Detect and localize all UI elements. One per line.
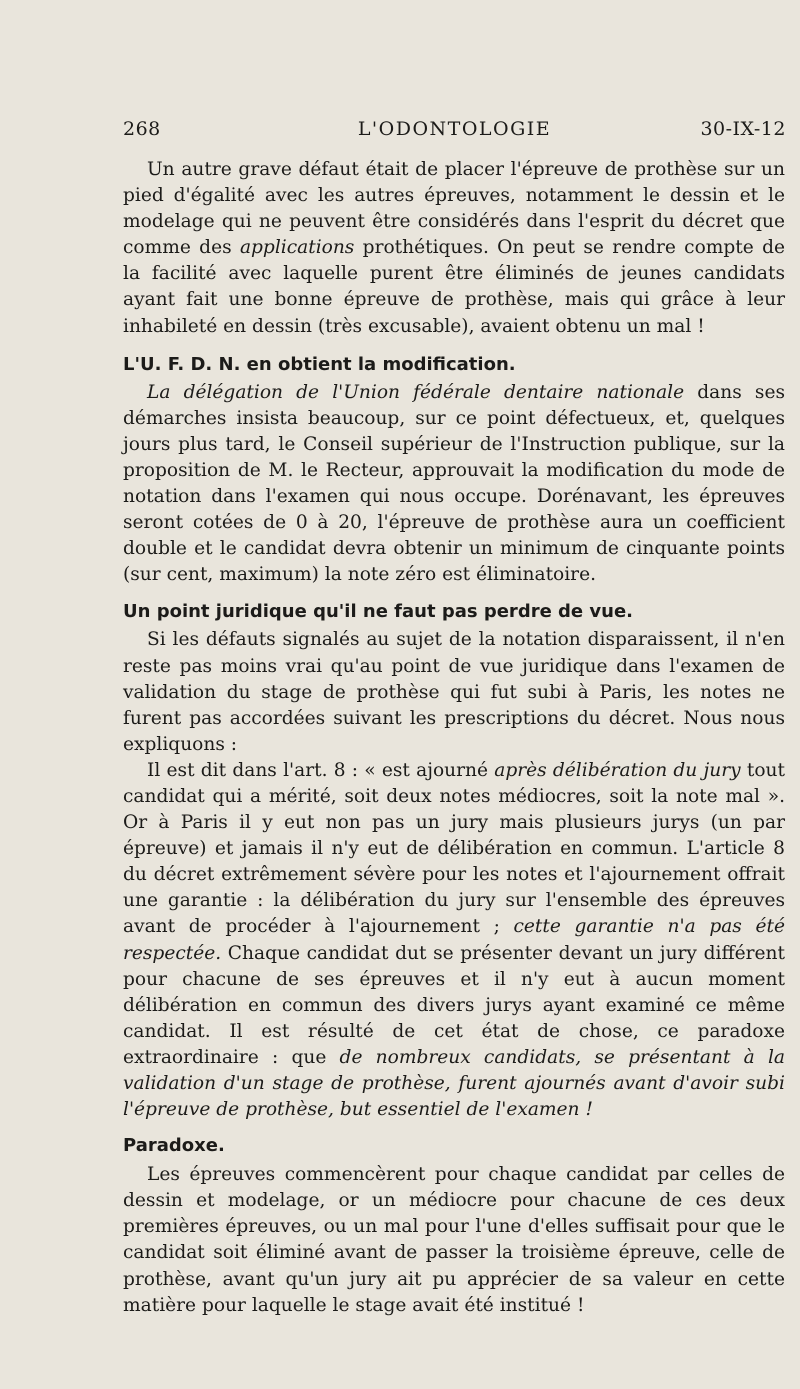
page-number: 268 (123, 118, 161, 140)
paragraph-5: Les épreuves commencèrent pour chaque candidat par celles de dessin et modelage, or un médiocre pour chacune de ces deux premières épreuves, ou un mal pour l'une d'elles suffisait pour que le candidat soit éliminé avant de passer la troisième épreuve, celle de prothèse, avant qu'un jury ait pu apprécier de sa valeur en cette matière pour laquelle le stage avait été institué ! (123, 1164, 785, 1316)
paragraph-4 (123, 758, 785, 1123)
journal-title: L'ODONTOLOGIE (357, 118, 552, 140)
paragraph-4-emphasis-2: cette garantie n'a pas été respectée. (123, 916, 785, 964)
paragraph-3: Si les défauts signalés au sujet de la notation disparaissent, il n'en reste pas moins vrai qu'au point de vue juridique dans l'examen de validation du stage de prothèse qui fut subi à Paris, les notes ne furent pas accordées suivant les prescriptions du décret. Nous nous expliquons : (123, 629, 785, 755)
article-body (123, 157, 785, 1319)
paragraph-1-text-b: prothétiques. On peut se rendre compte de la facilité avec laquelle purent être éliminés de jeunes candidats ayant fait une bonne épreuve de prothèse, mais qui grâce à leur inhabileté en dessin (très excusable), avaient obtenu un mal ! (123, 237, 785, 337)
paragraph-4-emphasis-3: de nombreux candidats, se présentant à la validation d'un stage de prothèse, furent ajournés avant d'avoir subi l'épreuve de prothèse, but essentiel de l'examen ! (123, 1046, 785, 1121)
paragraph-1-emphasis: applications (239, 237, 355, 259)
paragraph-2-emphasis: La délégation de l'Union fédérale dentaire nationale (147, 381, 685, 403)
section-heading-modification: L'U. F. D. N. en obtient la modification. (123, 353, 516, 375)
issue-date: 30-IX-12 (700, 118, 786, 140)
paragraph-2 (123, 380, 785, 589)
paragraph-4-text-b: tout candidat qui a mérité, soit deux notes médiocres, soit la note mal ». Or à Paris il y eut non pas un jury mais plusieurs jurys (un par épreuve) et jamais il n'y eut de délibération en commun. L'article 8 du décret extrêmement sévère pour les notes et l'ajournement offrait une garantie : la délibération du jury sur l'ensemble des épreuves avant de procéder à l'ajournement ; (123, 759, 786, 938)
paragraph-4-text-a: Il est dit dans l'art. 8 : « est ajourné (147, 759, 495, 781)
paragraph-1-text-a: Un autre grave défaut était de placer l'épreuve de prothèse sur un pied d'égalité avec les autres épreuves, notamment le dessin et le modelage qui ne peuvent être considérés dans l'esprit du décret que comme des (123, 159, 785, 259)
section-heading-paradoxe: Paradoxe. (123, 1135, 225, 1157)
section-heading-juridique: Un point juridique qu'il ne faut pas perdre de vue. (123, 601, 634, 623)
paragraph-2-text: dans ses démarches insista beaucoup, sur ce point défectueux, et, quelques jours plus tard, le Conseil supérieur de l'Instruction publique, sur la proposition de M. le Recteur, approuvait la modification du mode de notation dans l'examen qui nous occupe. Dorénavant, les épreuves seront cotées de 0 à 20, l'épreuve de prothèse aura un coefficient double et le candidat devra obtenir un minimum de cinquante points (sur cent, maximum) la note zéro est éliminatoire. (123, 381, 785, 586)
paragraph-4-text-c: Chaque candidat dut se présenter devant un jury différent pour chacune de ses épreuves et il n'y eut à aucun moment délibération en commun des divers jurys ayant examiné ce même candidat. Il est résulté de cet état de chose, ce paradoxe extraordinaire : que (123, 942, 785, 1068)
paragraph-1 (123, 157, 785, 340)
paragraph-4-emphasis-1: après délibération du jury (494, 759, 741, 781)
running-header (123, 118, 786, 148)
